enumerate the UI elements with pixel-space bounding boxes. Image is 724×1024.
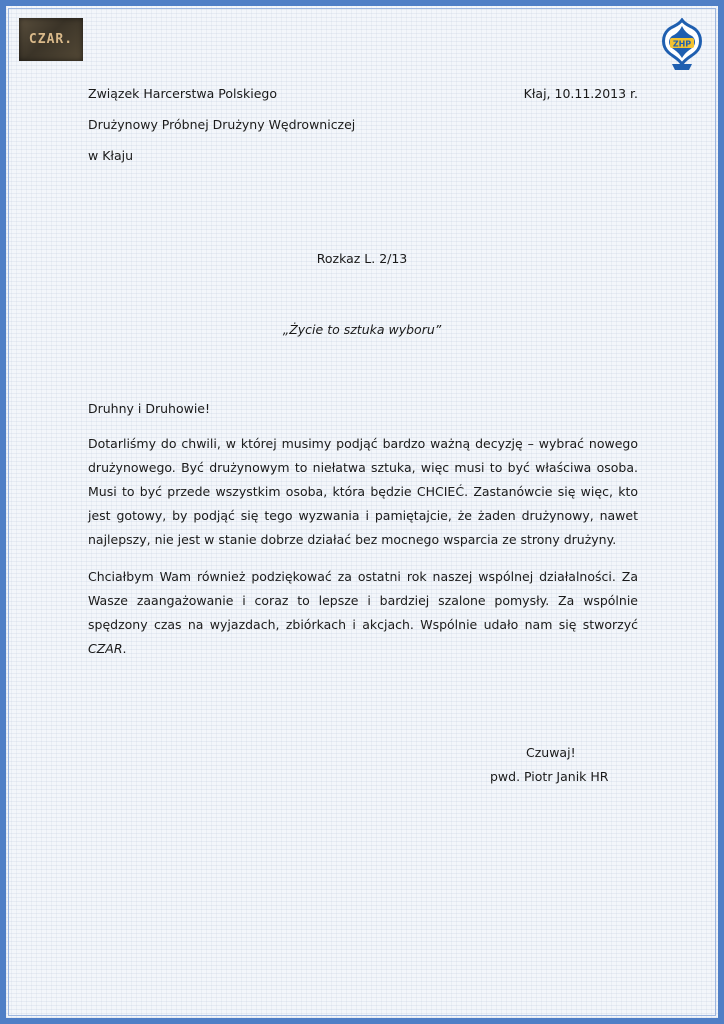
paragraph-2-text: Chciałbym Wam również podziękować za ostatni rok naszej wspólnej działalności. Za Wasze zaangażowanie i coraz to lepsze i bardziej szalone pomysły. Za wspólnie spędzony czas na wyjazdach, zbiórkach i akcjach. Wspólnie udało nam się stworzyć <box>88 569 638 632</box>
paragraph-2 <box>88 565 638 661</box>
zhp-lily-emblem-icon <box>658 18 706 74</box>
author-role: Drużynowy Próbnej Drużyny Wędrowniczej <box>88 117 356 132</box>
paragraph-2-end: . <box>122 641 127 656</box>
paragraph-2-emphasis: CZAR <box>88 641 123 656</box>
closing-greeting: Czuwaj! <box>526 745 576 760</box>
salutation: Druhny i Druhowie! <box>88 401 211 416</box>
signature: pwd. Piotr Janik HR <box>490 769 609 784</box>
organization-name: Związek Harcerstwa Polskiego <box>88 86 277 101</box>
czar-logo-text: CZAR. <box>28 32 74 47</box>
czar-photo-logo <box>19 18 83 61</box>
location: w Kłaju <box>88 148 134 163</box>
place-and-date: Kłaj, 10.11.2013 r. <box>523 86 638 101</box>
zhp-logo-text: ZHP <box>672 39 692 49</box>
order-motto: „Życie to sztuka wyboru” <box>282 322 442 337</box>
order-title: Rozkaz L. 2/13 <box>316 251 408 266</box>
paragraph-1: Dotarliśmy do chwili, w której musimy podjąć bardzo ważną decyzję – wybrać nowego drużynowego. Być drużynowym to niełatwa sztuka, więc musi to być właściwa osoba. Musi to być przede wszystkim osoba, która będzie CHCIEĆ. Zastanówcie się więc, kto jest gotowy, by podjąć się tego wyzwania i pamiętajcie, że żaden drużynowy, nawet najlepszy, nie jest w stanie dobrze działać bez mocnego wsparcia ze strony drużyny. <box>88 436 638 547</box>
